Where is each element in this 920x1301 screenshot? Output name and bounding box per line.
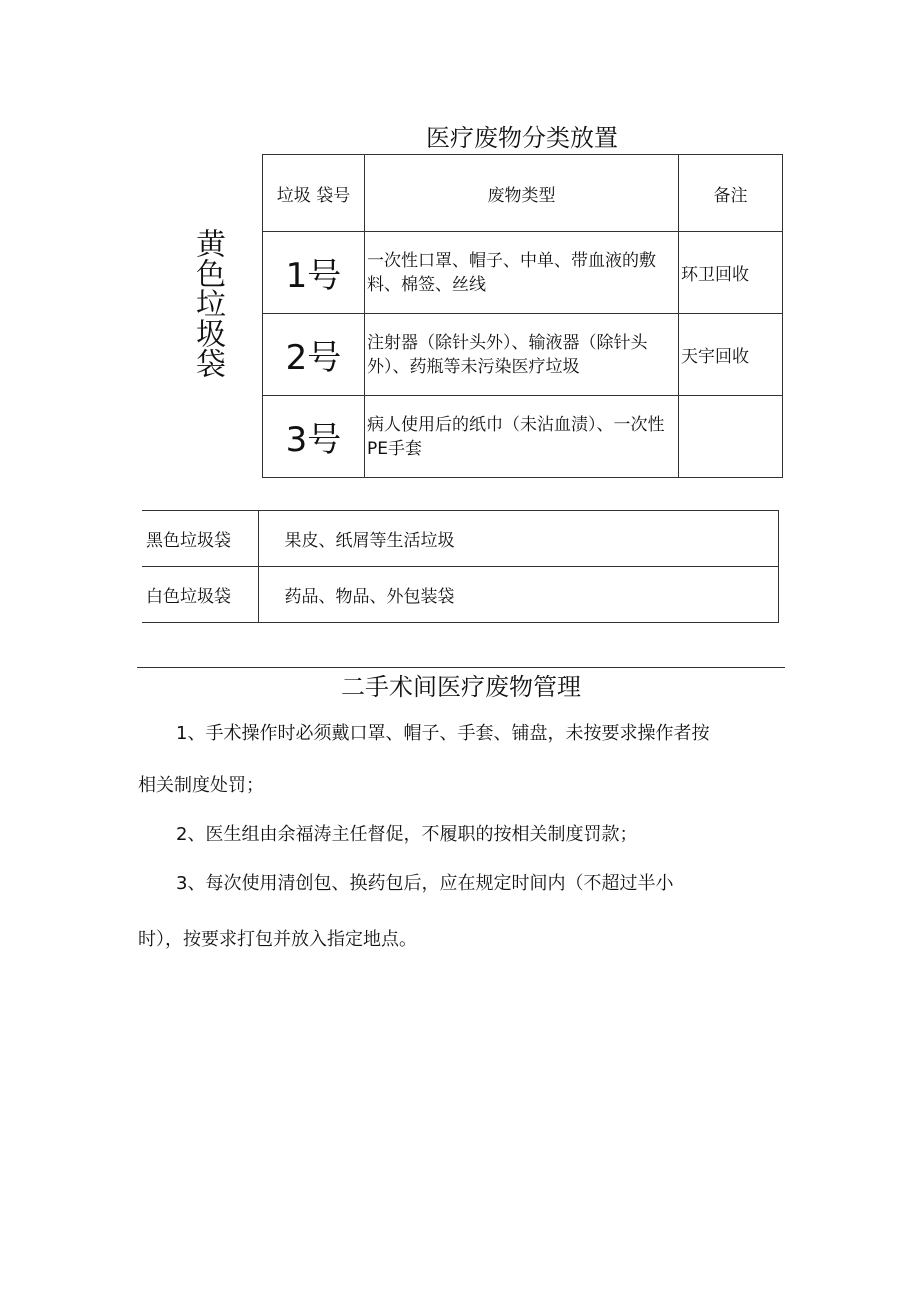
bag-color: 黑色垃圾袋 <box>142 511 258 567</box>
table-row <box>142 567 778 623</box>
section-title: 二手术间医疗废物管理 <box>341 673 581 701</box>
bag-number: 3号 <box>263 396 365 478</box>
other-bags-table <box>142 510 779 623</box>
paragraph-2: 2、医生组由余福涛主任督促，不履职的按相关制度罚款； <box>176 824 638 845</box>
yellow-bag-table <box>262 154 783 478</box>
yellow-bag-label: 黄色垃圾袋 <box>190 228 225 378</box>
remark <box>679 396 783 478</box>
bag-content: 药品、物品、外包装袋 <box>258 567 778 623</box>
paragraph-3-line-1: 3、每次使用清创包、换药包后，应在规定时间内（不超过半小 <box>176 873 674 894</box>
remark: 天宇回收 <box>679 314 783 396</box>
table-row <box>263 396 783 478</box>
bag-number: 2号 <box>263 314 365 396</box>
table-row <box>142 511 778 567</box>
bag-content: 果皮、纸屑等生活垃圾 <box>258 511 778 567</box>
section-divider <box>137 667 785 668</box>
table-row <box>263 314 783 396</box>
header-bag-no: 垃圾 袋号 <box>263 155 365 232</box>
table-row <box>263 232 783 314</box>
remark: 环卫回收 <box>679 232 783 314</box>
paragraph-1-line-1: 1、手术操作时必须戴口罩、帽子、手套、铺盘，未按要求操作者按 <box>176 723 710 744</box>
table-header-row <box>263 155 783 232</box>
waste-type: 一次性口罩、帽子、中单、带血液的敷料、棉签、丝线 <box>365 232 679 314</box>
header-remark: 备注 <box>679 155 783 232</box>
bag-number: 1号 <box>263 232 365 314</box>
waste-type: 注射器（除针头外）、输液器（除针头外）、药瓶等未污染医疗垃圾 <box>365 314 679 396</box>
header-waste-type: 废物类型 <box>365 155 679 232</box>
bag-color: 白色垃圾袋 <box>142 567 258 623</box>
paragraph-3-line-2: 时），按要求打包并放入指定地点。 <box>138 929 417 950</box>
waste-type: 病人使用后的纸巾（未沾血渍）、一次性PE手套 <box>365 396 679 478</box>
paragraph-1-line-2: 相关制度处罚； <box>138 775 264 796</box>
page-title: 医疗废物分类放置 <box>426 124 618 152</box>
